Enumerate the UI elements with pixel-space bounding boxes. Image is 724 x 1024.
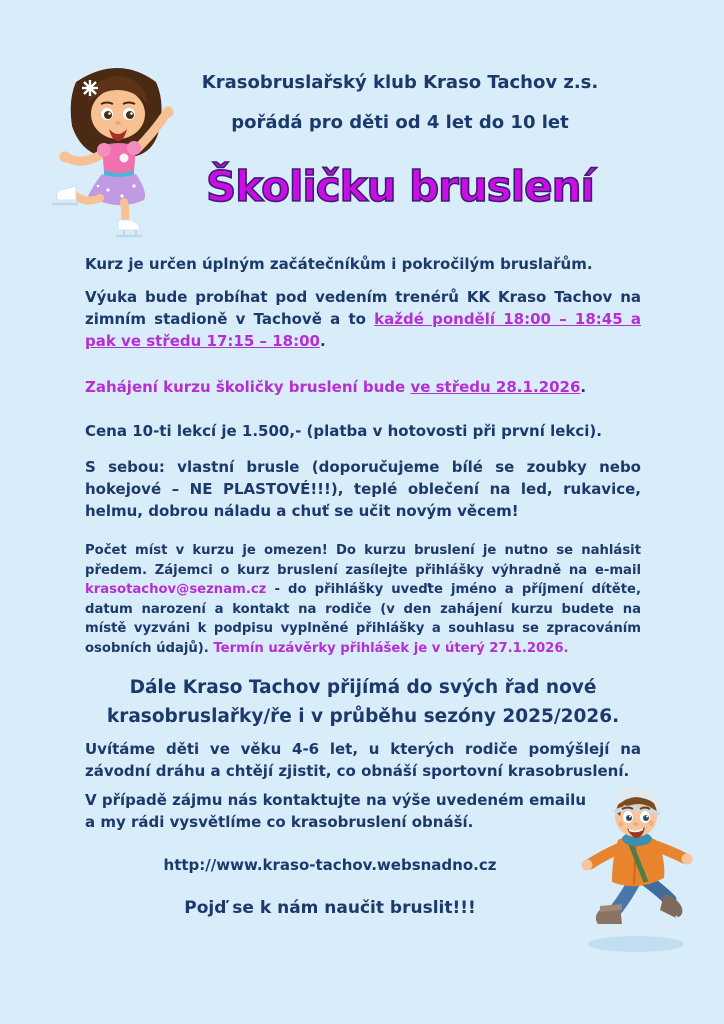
paragraph-s-sebou: S sebou: vlastní brusle (doporučujeme bílé se zoubky nebo hokejové – NE PLASTOVÉ!!!), teplé oblečení na led, rukavice, helmu, dobrou náladu a chuť se učit novým věcem! [85, 458, 641, 520]
website-row [85, 856, 575, 874]
schedule-highlight: každé pondělí 18:00 – 18:45 a pak ve středu 17:15 – 18:00 [85, 310, 641, 350]
paragraph-uvitame: Uvítáme děti ve věku 4-6 let, u kterých rodiče pomýšlejí na závodní dráhu a chtějí zjistit, co obnáší sportovní krasobruslení. [85, 740, 641, 780]
paragraph-vyuka [85, 286, 641, 352]
heading-dale: Dále Kraso Tachov přijímá do svých řad nové krasobruslařky/ře i v průběhu sezóny 2025/2026. [106, 677, 620, 727]
start-date-highlight: ve středu 28.1.2026 [410, 378, 581, 396]
flyer-subtitle: pořádá pro děti od 4 let do 10 let [231, 112, 569, 133]
website-link[interactable]: http://www.kraso-tachov.websnadno.cz [163, 856, 497, 874]
skating-boy-illustration [572, 782, 707, 962]
deadline-highlight: Termín uzávěrky přihlášek je v úterý 27.1.2026. [213, 640, 569, 656]
paragraph-cena: Cena 10-ti lekcí je 1.500,- (platba v hotovosti při první lekci). [85, 422, 602, 440]
page-title: Školičku bruslení [206, 162, 594, 211]
text-run: . [319, 332, 326, 350]
closing-slogan: Pojď se k nám naučit bruslit!!! [184, 898, 476, 918]
text-run: Výuka bude probíhat pod vedením trenérů KK Kraso Tachov na zimním stadioně v Tachově a to [85, 288, 641, 328]
paragraph-pocet [85, 541, 641, 658]
text-run: Počet míst v kurzu je omezen! Do kurzu bruslení je nutno se nahlásit předem. Zájemci o kurz bruslení zasílejte přihlášky výhradně na e-mail [85, 543, 641, 578]
email-link[interactable]: krasotachov@seznam.cz [85, 582, 267, 597]
club-name: Krasobruslařský klub Kraso Tachov z.s. [201, 72, 599, 93]
text-run: . [580, 378, 587, 396]
paragraph-zahajeni [85, 376, 641, 398]
text-run: Zahájení kurzu školičky bruslení bude [85, 378, 411, 396]
paragraph-kurz: Kurz je určen úplným začátečníkům i pokročilým bruslařům. [85, 255, 593, 273]
paragraph-pripade: V případě zájmu nás kontaktujte na výše uvedeném emailu a my rádi vysvětlíme co krasobruslení obnáší. [85, 791, 586, 831]
text-run: - do přihlášky uveďte jméno a příjmení dítěte, datum narození a kontakt na rodiče (v den zahájení kurzu budete na místě vyzváni k podpisu vyplněné přihlášky a souhlasu se zpracováním osobních údajů). [85, 582, 641, 656]
